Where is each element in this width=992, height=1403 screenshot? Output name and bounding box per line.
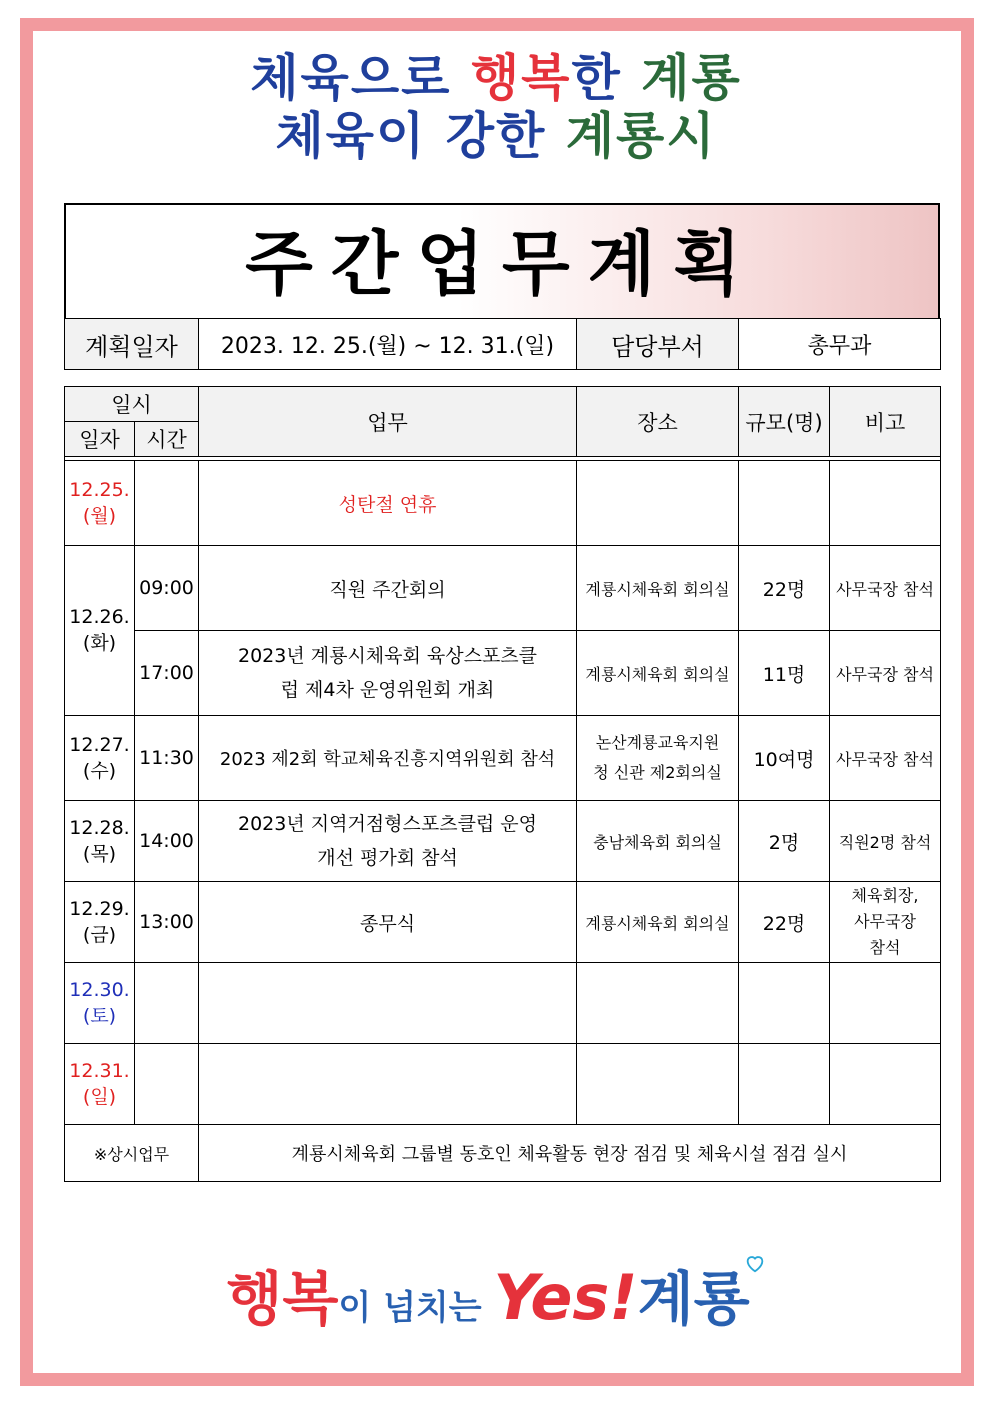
table-row — [65, 963, 941, 1044]
task-cell: 성탄절 연휴 — [199, 461, 577, 546]
date-cell — [65, 716, 135, 801]
day-text: (토) — [82, 1004, 117, 1027]
day-text: (월) — [82, 504, 117, 527]
date-text: 12.26. — [69, 606, 130, 628]
header-date: 일자 — [65, 422, 135, 457]
footer-part-2: 이 넘치는 — [338, 1288, 494, 1328]
table-row — [65, 801, 941, 882]
day-text: (화) — [82, 632, 117, 654]
date-text: 12.30. — [69, 978, 130, 1001]
header-task: 업무 — [199, 387, 577, 457]
date-text: 12.29. — [69, 897, 130, 920]
place-cell — [577, 963, 739, 1044]
header-note: 비고 — [830, 387, 941, 457]
place-cell: 계룡시체육회 회의실 — [577, 882, 739, 963]
day-text: (수) — [82, 759, 117, 782]
slogan-1-part-1: 체육으로 — [250, 49, 471, 107]
page-title: 주간업무계획 — [245, 223, 759, 305]
place-cell — [577, 1044, 739, 1125]
scale-cell — [739, 461, 830, 546]
day-text: (목) — [82, 842, 117, 865]
note-cell: 사무국장 참석 — [830, 631, 941, 716]
time-cell: 09:00 — [135, 546, 199, 631]
table-row — [65, 546, 941, 631]
routine-value: 계룡시체육회 그룹별 동호인 체육활동 현장 점검 및 체육시설 점검 실시 — [199, 1125, 941, 1182]
place-cell: 계룡시체육회 회의실 — [577, 546, 739, 631]
note-cell: 사무국장 참석 — [830, 546, 941, 631]
slogan-1-part-2: 행복 — [470, 49, 572, 107]
task-cell — [199, 1044, 577, 1125]
date-cell — [65, 546, 135, 716]
date-cell — [65, 882, 135, 963]
heart-icon — [744, 1252, 766, 1274]
table-row — [65, 631, 941, 716]
table-row — [65, 716, 941, 801]
time-cell — [135, 963, 199, 1044]
footer-logo — [0, 1252, 992, 1336]
time-cell: 11:30 — [135, 716, 199, 801]
date-text: 12.28. — [69, 816, 130, 839]
scale-cell: 22명 — [739, 882, 830, 963]
footer-part-3: Yes! — [493, 1261, 638, 1334]
date-text: 12.31. — [69, 1059, 130, 1082]
day-text: (일) — [82, 1085, 117, 1108]
task-cell: 직원 주간회의 — [199, 546, 577, 631]
title-box — [64, 203, 940, 319]
place-cell: 계룡시체육회 회의실 — [577, 631, 739, 716]
slogan-1-part-4: 계룡 — [641, 49, 742, 107]
slogan-line-2 — [0, 108, 992, 164]
slogan-line-1 — [0, 50, 992, 106]
info-table — [64, 318, 941, 370]
note-cell — [830, 1044, 941, 1125]
table-row — [65, 1044, 941, 1125]
scale-cell — [739, 1044, 830, 1125]
task-cell: 2023 제2회 학교체육진흥지역위원회 참석 — [199, 716, 577, 801]
scale-cell: 11명 — [739, 631, 830, 716]
schedule-table — [64, 386, 941, 1182]
time-cell: 13:00 — [135, 882, 199, 963]
date-cell — [65, 1044, 135, 1125]
time-cell — [135, 1044, 199, 1125]
place-cell: 논산계룡교육지원청 신관 제2회의실 — [577, 716, 739, 801]
scale-cell: 10여명 — [739, 716, 830, 801]
date-text: 12.25. — [69, 478, 130, 501]
slogan-2-part-3: 계룡시 — [565, 107, 717, 165]
scale-cell: 2명 — [739, 801, 830, 882]
table-row — [65, 882, 941, 963]
table-row — [65, 461, 941, 546]
date-text: 12.27. — [69, 733, 130, 756]
note-cell: 사무국장 참석 — [830, 716, 941, 801]
slogan-2-part-1: 체육 — [275, 107, 376, 165]
date-cell — [65, 963, 135, 1044]
footer-part-1: 행복 — [226, 1265, 339, 1333]
note-cell: 체육회장, 사무국장 참석 — [830, 882, 941, 963]
place-cell: 충남체육회 회의실 — [577, 801, 739, 882]
dept-label: 담당부서 — [577, 319, 739, 370]
scale-cell: 22명 — [739, 546, 830, 631]
footer-part-4: 계룡 — [637, 1265, 750, 1333]
day-text: (금) — [82, 923, 117, 946]
header-place: 장소 — [577, 387, 739, 457]
plan-date-value: 2023. 12. 25.(월) ~ 12. 31.(일) — [199, 319, 577, 370]
time-cell: 14:00 — [135, 801, 199, 882]
header-datetime: 일시 — [65, 387, 199, 422]
note-cell: 직원2명 참석 — [830, 801, 941, 882]
slogan-2-part-2: 이 강한 — [375, 107, 566, 165]
slogan-1-part-3: 한 — [571, 49, 642, 107]
scale-cell — [739, 963, 830, 1044]
header-time: 시간 — [135, 422, 199, 457]
date-cell — [65, 801, 135, 882]
routine-row — [65, 1125, 941, 1182]
time-cell — [135, 461, 199, 546]
routine-label: ※상시업무 — [65, 1125, 199, 1182]
place-cell — [577, 461, 739, 546]
dept-value: 총무과 — [739, 319, 941, 370]
header-scale: 규모(명) — [739, 387, 830, 457]
date-cell — [65, 461, 135, 546]
plan-date-label: 계획일자 — [65, 319, 199, 370]
task-cell: 종무식 — [199, 882, 577, 963]
task-cell — [199, 963, 577, 1044]
note-cell — [830, 963, 941, 1044]
note-cell — [830, 461, 941, 546]
task-cell: 2023년 계룡시체육회 육상스포츠클럽 제4차 운영위원회 개최 — [199, 631, 577, 716]
task-cell: 2023년 지역거점형스포츠클럽 운영개선 평가회 참석 — [199, 801, 577, 882]
time-cell: 17:00 — [135, 631, 199, 716]
